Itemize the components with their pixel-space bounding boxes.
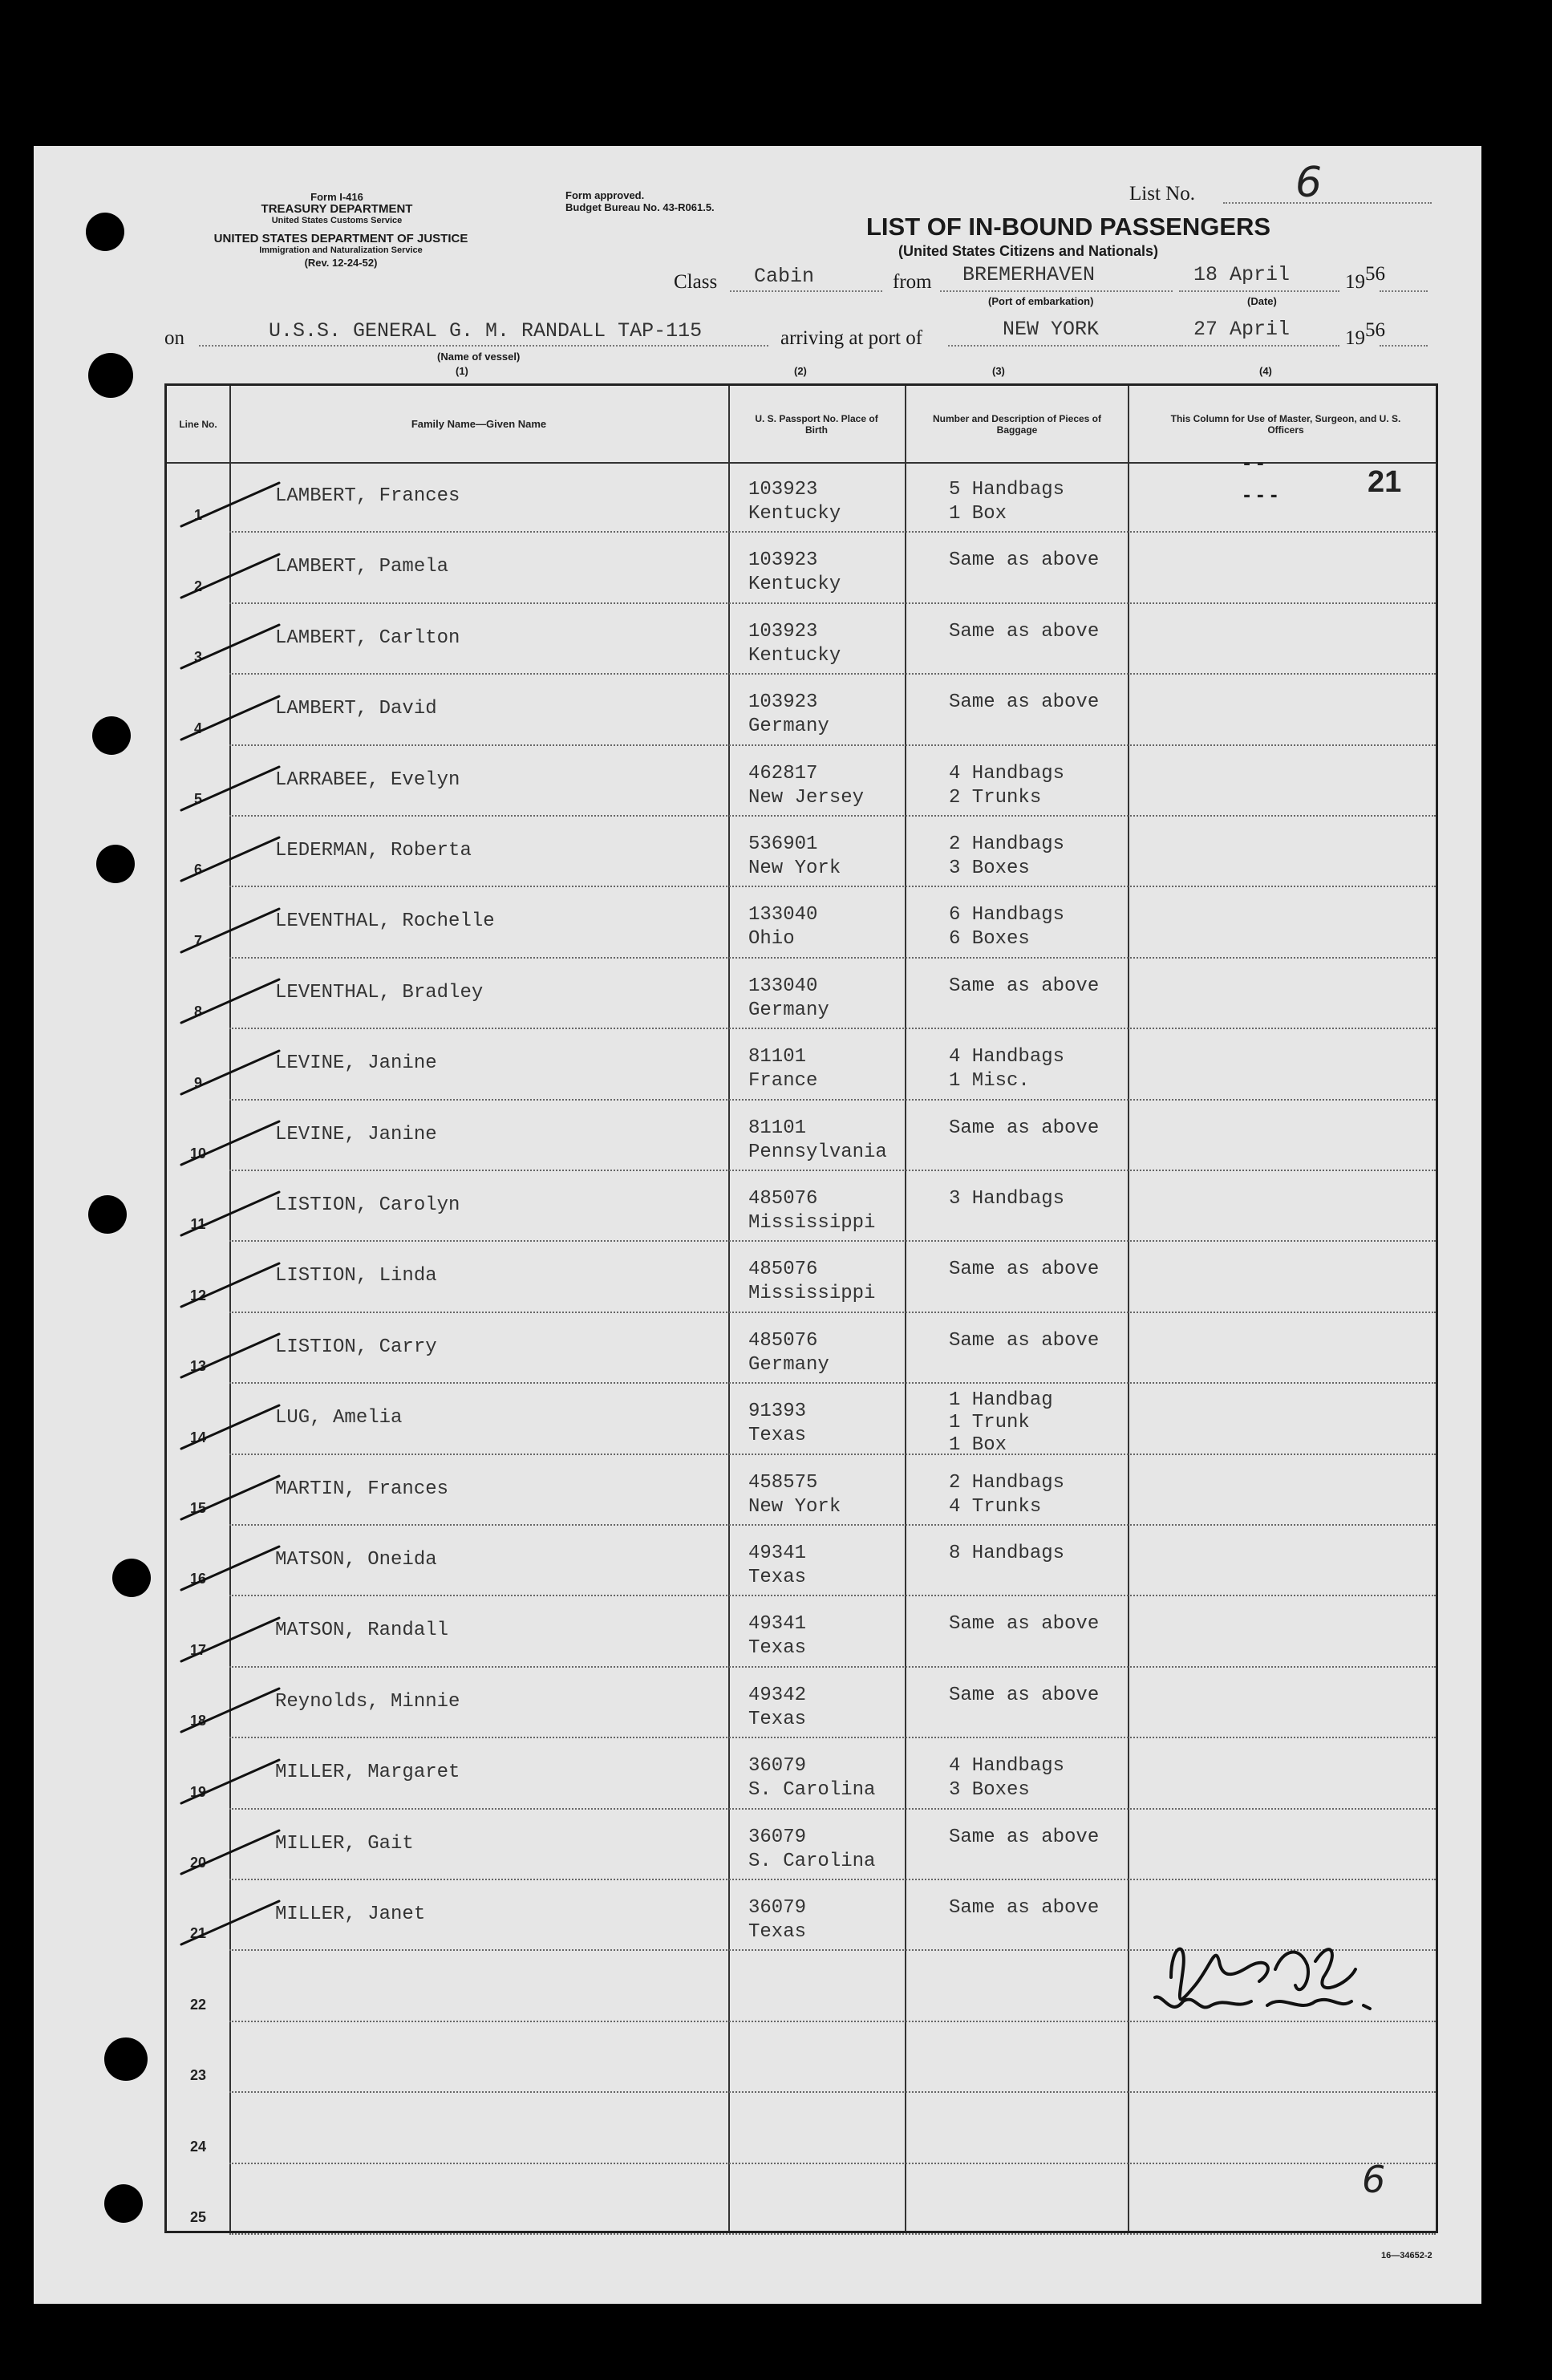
treasury-department: TREASURY DEPARTMENT [261, 202, 413, 216]
line-number: 7 [193, 932, 202, 949]
baggage-line-1: Same as above [949, 1613, 1100, 1636]
passport-number: 36079 [748, 1826, 807, 1848]
check-mark-icon [175, 476, 287, 533]
baggage-line-1: 5 Handbags [949, 479, 1065, 501]
footer-code: 16—34652-2 [1381, 2251, 1432, 2260]
table-row [167, 1242, 1436, 1312]
page-number-mark: 6 [1362, 2158, 1386, 2201]
form-number: Form I-416 [310, 191, 363, 203]
passenger-name: LAMBERT, Frances [275, 485, 460, 507]
header-officers: This Column for Use of Master, Surgeon, and U. S. Officers [1170, 412, 1401, 436]
place-of-birth: Kentucky [748, 503, 841, 525]
passenger-name: LISTION, Carolyn [275, 1194, 460, 1216]
place-of-birth: Texas [748, 1921, 807, 1943]
baggage-line-1: Same as above [949, 620, 1100, 643]
punch-hole [112, 1559, 151, 1597]
table-row [167, 1810, 1436, 1880]
passenger-name: LAMBERT, Carlton [275, 626, 460, 649]
caption-2: (2) [794, 365, 807, 377]
place-of-birth: Texas [748, 1567, 807, 1588]
passport-number: 103923 [748, 549, 818, 572]
check-mark-icon [175, 1257, 287, 1313]
line-number: 2 [193, 578, 202, 594]
passenger-name: MILLER, Margaret [275, 1762, 460, 1784]
baggage-line-2: 4 Trunks [949, 1495, 1042, 1518]
header-passport: U. S. Passport No. Place of Birth [755, 412, 878, 436]
immigration-service: Immigration and Naturalization Service [259, 245, 423, 255]
passenger-name: LARRABEE, Evelyn [275, 768, 460, 791]
line-number: 3 [193, 649, 202, 666]
check-mark-icon [175, 1824, 287, 1880]
place-of-birth: New York [748, 1495, 841, 1518]
passenger-name: MARTIN, Frances [275, 1478, 449, 1500]
line-number: 21 [189, 1925, 207, 1942]
budget-bureau: Budget Bureau No. 43-R061.5. [565, 201, 715, 213]
line-number: 9 [193, 1074, 202, 1091]
passenger-name: LEVINE, Janine [275, 1052, 437, 1075]
table-row [167, 1596, 1436, 1667]
baggage-line-2: 6 Boxes [949, 928, 1030, 951]
place-of-birth: Germany [748, 1353, 829, 1376]
passport-number: 49341 [748, 1543, 807, 1564]
baggage-line-1: 1 Handbag [949, 1389, 1053, 1412]
check-mark-icon [175, 1895, 287, 1951]
table-row [167, 604, 1436, 675]
table-row [167, 1384, 1436, 1457]
place-of-birth: Germany [748, 999, 829, 1021]
year-prefix-1: 19 [1345, 271, 1365, 293]
punch-hole [86, 213, 124, 251]
table-row [167, 1101, 1436, 1171]
check-mark-icon [175, 1186, 287, 1242]
line-number: 1 [193, 507, 202, 524]
baggage-line-2: 3 Boxes [949, 858, 1030, 879]
line-number: 6 [193, 862, 202, 878]
header-baggage: Number and Description of Pieces of Baggage [932, 412, 1102, 436]
line-number: 18 [189, 1713, 207, 1729]
place-of-birth: Mississippi [748, 1283, 876, 1305]
check-mark-icon [175, 618, 287, 675]
passport-number: 133040 [748, 904, 818, 926]
officer-dash-mark: ‐ ‐ [1243, 454, 1264, 474]
row-divider [229, 2233, 1436, 2235]
table-row [167, 2093, 1436, 2163]
passport-number: 81101 [748, 1046, 807, 1068]
caption-3: (3) [992, 365, 1005, 377]
check-mark-icon [175, 1682, 287, 1738]
table-row [167, 746, 1436, 817]
header-name: Family Name—Given Name [411, 417, 547, 430]
passenger-name: MILLER, Janet [275, 1904, 426, 1925]
document-subtitle: (United States Citizens and Nationals) [898, 243, 1159, 259]
punch-hole [104, 2037, 148, 2081]
passenger-name: MILLER, Gait [275, 1832, 414, 1855]
baggage-line-1: Same as above [949, 1329, 1100, 1352]
baggage-line-2: 2 Trunks [949, 786, 1042, 809]
line-number: 24 [189, 2138, 207, 2155]
caption-4: (4) [1259, 365, 1272, 377]
form-revision: (Rev. 12-24-52) [304, 257, 378, 269]
passport-number: 485076 [748, 1188, 818, 1210]
line-number: 12 [189, 1287, 207, 1304]
punch-hole [96, 845, 135, 883]
passenger-name: LAMBERT, David [275, 698, 437, 720]
table-row [167, 959, 1436, 1029]
port-embarkation-caption: (Port of embarkation) [988, 295, 1094, 307]
baggage-line-2: 3 Boxes [949, 1779, 1030, 1802]
table-row [167, 1455, 1436, 1526]
check-mark-icon [175, 973, 287, 1029]
place-of-birth: Ohio [748, 928, 795, 951]
check-mark-icon [175, 831, 287, 887]
caption-1: (1) [456, 365, 468, 377]
check-mark-icon [175, 1470, 287, 1526]
passport-number: 81101 [748, 1117, 807, 1139]
check-mark-icon [175, 1612, 287, 1668]
on-label: on [164, 327, 184, 349]
vessel-caption: (Name of vessel) [437, 351, 521, 363]
officer-signature [1139, 1921, 1412, 2041]
line-number: 4 [193, 720, 202, 736]
from-label: from [893, 271, 932, 293]
line-number: 14 [189, 1429, 207, 1445]
place-of-birth: France [748, 1070, 818, 1093]
class-value: Cabin [754, 265, 815, 288]
punch-hole [104, 2184, 143, 2223]
place-of-birth: New York [748, 858, 841, 879]
passenger-name: LEVENTHAL, Rochelle [275, 910, 495, 933]
passenger-count: 21 [1368, 465, 1402, 499]
passport-number: 485076 [748, 1259, 818, 1281]
place-of-birth: Kentucky [748, 644, 841, 667]
table-row [167, 1526, 1436, 1596]
officer-dash-mark: ‐ ‐ ‐ [1243, 486, 1278, 506]
passenger-name: LAMBERT, Pamela [275, 556, 449, 578]
check-mark-icon [175, 760, 287, 817]
baggage-line-1: 3 Handbags [949, 1188, 1065, 1210]
customs-service: United States Customs Service [271, 216, 403, 225]
baggage-line-1: 8 Handbags [949, 1543, 1065, 1564]
place-of-birth: New Jersey [748, 786, 865, 809]
table-row [167, 2164, 1436, 2235]
table-row [167, 1029, 1436, 1100]
passport-number: 536901 [748, 833, 818, 855]
punch-hole [88, 353, 133, 398]
baggage-line-1: Same as above [949, 691, 1100, 714]
vessel-name: U.S.S. GENERAL G. M. RANDALL TAP-115 [269, 319, 703, 343]
passport-number: 485076 [748, 1329, 818, 1352]
passenger-name: LEVENTHAL, Bradley [275, 981, 484, 1003]
place-of-birth: Mississippi [748, 1212, 876, 1234]
arriving-label: arriving at port of [780, 327, 923, 349]
from-value: BREMERHAVEN [962, 263, 1096, 286]
check-mark-icon [175, 548, 287, 604]
check-mark-icon [175, 690, 287, 746]
list-no-label: List No. [1129, 183, 1195, 205]
baggage-line-1: Same as above [949, 1897, 1100, 1919]
form-approved: Form approved. [565, 189, 645, 201]
table-row [167, 1171, 1436, 1242]
baggage-line-2: 1 Misc. [949, 1070, 1030, 1093]
passport-number: 49342 [748, 1684, 807, 1706]
passenger-name: LEDERMAN, Roberta [275, 840, 472, 862]
line-number: 13 [189, 1358, 207, 1375]
justice-department: UNITED STATES DEPARTMENT OF JUSTICE [213, 232, 468, 245]
departure-date: 18 April [1193, 263, 1291, 286]
place-of-birth: Texas [748, 1425, 807, 1447]
passenger-name: Reynolds, Minnie [275, 1690, 460, 1713]
check-mark-icon [175, 1044, 287, 1101]
passport-number: 36079 [748, 1897, 807, 1919]
line-number: 20 [189, 1854, 207, 1871]
table-row [167, 533, 1436, 603]
baggage-line-1: 2 Handbags [949, 1471, 1065, 1494]
place-of-birth: Texas [748, 1637, 807, 1660]
punch-hole [88, 1195, 127, 1234]
passport-number: 103923 [748, 691, 818, 714]
year-suffix-2: 56 [1365, 319, 1385, 341]
arrival-port: NEW YORK [1003, 318, 1100, 341]
place-of-birth: S. Carolina [748, 1850, 876, 1872]
table-row [167, 817, 1436, 887]
list-no-value: 6 [1295, 159, 1323, 207]
check-mark-icon [175, 902, 287, 959]
place-of-birth: Kentucky [748, 574, 841, 596]
baggage-line-2: 1 Trunk [949, 1412, 1030, 1434]
check-mark-icon [175, 1115, 287, 1171]
passport-number: 36079 [748, 1755, 807, 1778]
table-row [167, 675, 1436, 745]
check-mark-icon [175, 1328, 287, 1384]
check-mark-icon [175, 1754, 287, 1810]
passenger-name: LISTION, Carry [275, 1336, 437, 1358]
passport-number: 103923 [748, 620, 818, 643]
date-caption: (Date) [1247, 295, 1277, 307]
baggage-line-1: Same as above [949, 1826, 1100, 1848]
line-number: 23 [189, 2067, 207, 2084]
passenger-name: MATSON, Oneida [275, 1549, 437, 1571]
passenger-name: LUG, Amelia [275, 1407, 403, 1429]
baggage-line-1: Same as above [949, 549, 1100, 572]
line-number: 25 [189, 2208, 207, 2225]
table-row [167, 887, 1436, 958]
place-of-birth: Germany [748, 716, 829, 738]
line-number: 16 [189, 1571, 207, 1587]
year-suffix-1: 56 [1365, 263, 1385, 285]
year-prefix-2: 19 [1345, 327, 1365, 349]
passport-number: 91393 [748, 1401, 807, 1423]
line-number: 5 [193, 790, 202, 807]
passenger-name: MATSON, Randall [275, 1620, 449, 1642]
baggage-line-3: 1 Box [949, 1434, 1007, 1457]
baggage-line-1: 4 Handbags [949, 1755, 1065, 1778]
baggage-line-1: Same as above [949, 1259, 1100, 1281]
passport-number: 103923 [748, 479, 818, 501]
baggage-line-1: 4 Handbags [949, 1046, 1065, 1068]
passport-number: 458575 [748, 1471, 818, 1494]
baggage-line-1: 2 Handbags [949, 833, 1065, 855]
check-mark-icon [175, 1399, 287, 1455]
line-number: 22 [189, 1996, 207, 2013]
table-row [167, 1738, 1436, 1809]
baggage-line-1: 4 Handbags [949, 762, 1065, 785]
passport-number: 462817 [748, 762, 818, 785]
baggage-line-2: 1 Box [949, 503, 1007, 525]
passport-number: 133040 [748, 975, 818, 997]
baggage-line-1: Same as above [949, 975, 1100, 997]
place-of-birth: Texas [748, 1708, 807, 1730]
passport-number: 49341 [748, 1613, 807, 1636]
line-number: 15 [189, 1499, 207, 1516]
table-row [167, 1668, 1436, 1738]
arrival-date: 27 April [1193, 318, 1291, 341]
table-row [167, 1313, 1436, 1384]
punch-hole [92, 716, 131, 755]
line-number: 8 [193, 1003, 202, 1020]
document-title: LIST OF IN-BOUND PASSENGERS [866, 213, 1271, 241]
class-label: Class [674, 271, 718, 293]
place-of-birth: S. Carolina [748, 1779, 876, 1802]
line-number: 19 [189, 1783, 207, 1800]
baggage-line-1: Same as above [949, 1684, 1100, 1706]
place-of-birth: Pennsylvania [748, 1141, 887, 1163]
passenger-name: LEVINE, Janine [275, 1123, 437, 1145]
header-line-no: Line No. [179, 418, 217, 430]
check-mark-icon [175, 1540, 287, 1596]
line-number: 11 [190, 1216, 206, 1233]
line-number: 17 [189, 1641, 207, 1658]
baggage-line-1: Same as above [949, 1117, 1100, 1139]
baggage-line-1: 6 Handbags [949, 904, 1065, 926]
line-number: 10 [189, 1145, 207, 1162]
passenger-name: LISTION, Linda [275, 1265, 437, 1287]
